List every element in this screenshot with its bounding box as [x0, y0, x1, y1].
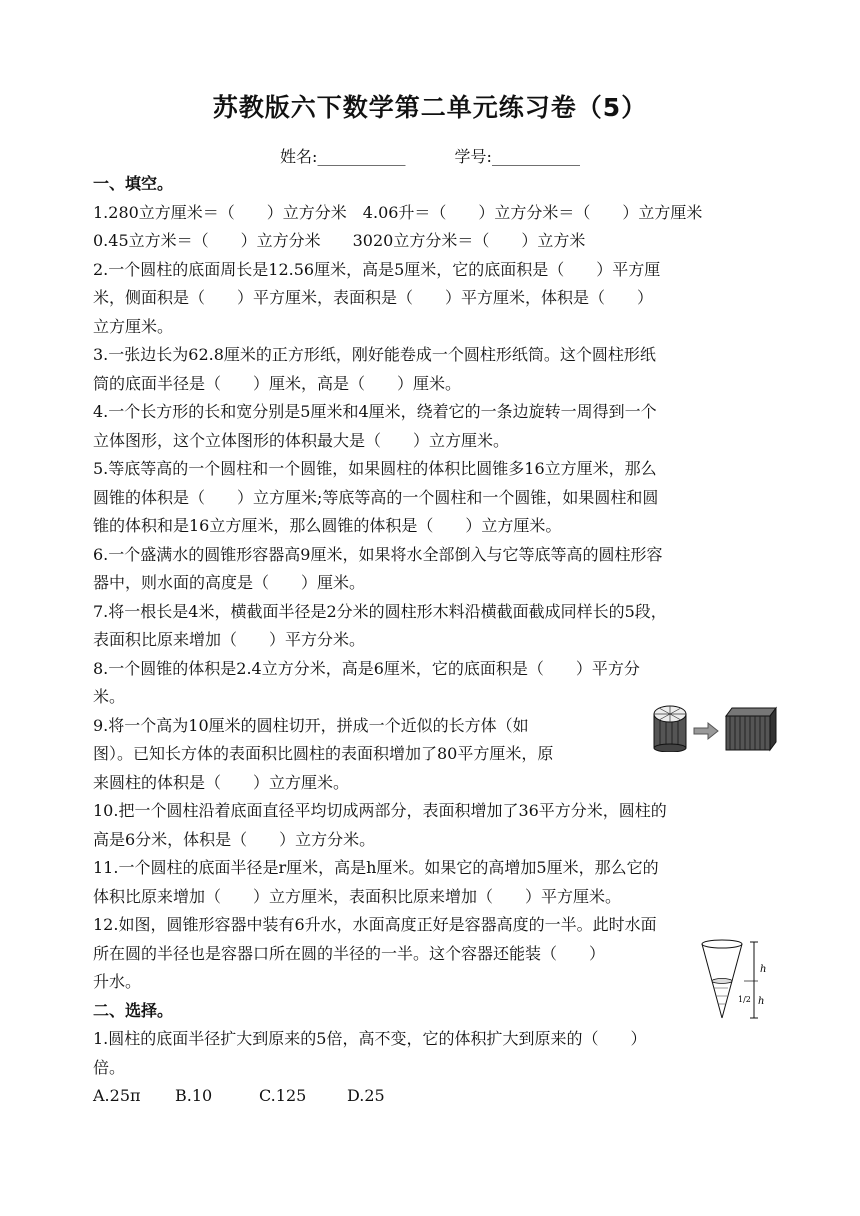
- cuboid-shape: [726, 708, 776, 750]
- worksheet-content: [93, 170, 773, 1111]
- question-line: 锥的体积和是16立方厘米，那么圆锥的体积是（ ）立方厘米。: [93, 516, 562, 535]
- question-line: 4.一个长方形的长和宽分别是5厘米和4厘米，绕着它的一条边旋转一周得到一个: [93, 402, 657, 421]
- question-line: 立体图形，这个立体图形的体积最大是（ ）立方厘米。: [93, 430, 510, 450]
- student-info: [0, 144, 860, 167]
- question-line: 倍。: [93, 1057, 126, 1077]
- question-line: 6.一个盛满水的圆锥形容器高9厘米，如果将水全部倒入与它等底等高的圆柱形容: [93, 544, 663, 564]
- cylinder-shape: [654, 706, 686, 752]
- question-line: 7.将一根长是4米，横截面半径是2分米的圆柱形木料沿横截面截成同样长的5段，: [93, 601, 667, 621]
- question-line: 0.45立方米＝（ ）立方分米 3020立方分米＝（ ）立方米: [93, 231, 586, 250]
- half-label: 1/2: [738, 995, 751, 1004]
- section-heading-choice: 二、选择。: [93, 1000, 174, 1020]
- question-line: 高是6分米，体积是（ ）立方分米。: [93, 829, 376, 849]
- question-line: 图）。已知长方体的表面积比圆柱的表面积增加了80平方厘米，原: [93, 744, 554, 763]
- question-line: 5.等底等高的一个圆柱和一个圆锥，如果圆柱的体积比圆锥多16立方厘米，那么: [93, 459, 657, 478]
- option-c[interactable]: C.125: [259, 1086, 307, 1105]
- choice-options: [93, 1082, 773, 1111]
- question-line: 1.圆柱的底面半径扩大到原来的5倍，高不变，它的体积扩大到原来的（ ）: [93, 1029, 647, 1048]
- question-line: 立方厘米。: [93, 316, 174, 336]
- question-line: 体积比原来增加（ ）立方厘米，表面积比原来增加（ ）平方厘米。: [93, 886, 622, 906]
- question-line: 米。: [93, 687, 126, 706]
- question-line: 器中，则水面的高度是（ ）厘米。: [93, 573, 366, 592]
- question-line: 10.把一个圆柱沿着底面直径平均切成两部分，表面积增加了36平方分米，圆柱的: [93, 801, 667, 820]
- question-line: 8.一个圆锥的体积是2.4立方分米，高是6厘米，它的底面积是（ ）平方分: [93, 658, 640, 678]
- number-field[interactable]: 学号:___________: [454, 147, 580, 166]
- option-a[interactable]: A.25π: [93, 1086, 141, 1105]
- section-heading-fill: 一、填空。: [93, 174, 174, 193]
- question-line: 12.如图，圆锥形容器中装有6升水，水面高度正好是容器高度的一半。此时水面: [93, 915, 657, 934]
- question-line: 11.一个圆柱的底面半径是r厘米，高是h厘米。如果它的高增加5厘米，那么它的: [93, 858, 659, 877]
- height-label: h: [760, 964, 767, 975]
- cone-container-figure: [700, 938, 770, 1022]
- option-b[interactable]: B.10: [175, 1086, 213, 1105]
- name-field[interactable]: 姓名:___________: [280, 147, 406, 166]
- question-line: 来圆柱的体积是（ ）立方厘米。: [93, 772, 350, 792]
- question-line: 米，侧面积是（ ）平方厘米，表面积是（ ）平方厘米，体积是（ ）: [93, 288, 654, 307]
- question-line: 表面积比原来增加（ ）平方分米。: [93, 630, 366, 649]
- question-line: 9.将一个高为10厘米的圆柱切开，拼成一个近似的长方体（如: [93, 715, 529, 735]
- question-line: 3.一张边长为62.8厘米的正方形纸，刚好能卷成一个圆柱形纸筒。这个圆柱形纸: [93, 345, 656, 364]
- question-line: 1.280立方厘米＝（ ）立方分米 4.06升＝（ ）立方分米＝（ ）立方厘米: [93, 202, 703, 222]
- question-line: 所在圆的半径也是容器口所在圆的半径的一半。这个容器还能装（ ）: [93, 943, 606, 963]
- arrow-icon: [694, 723, 718, 739]
- question-line: 升水。: [93, 972, 142, 991]
- option-d[interactable]: D.25: [347, 1086, 385, 1105]
- question-line: 圆锥的体积是（ ）立方厘米;等底等高的一个圆柱和一个圆锥，如果圆柱和圆: [93, 487, 659, 507]
- question-line: 2.一个圆柱的底面周长是12.56厘米，高是5厘米，它的底面积是（ ）平方厘: [93, 259, 661, 279]
- height-label-lower: h: [758, 996, 765, 1007]
- page-title: 苏教版六下数学第二单元练习卷（5）: [212, 93, 648, 122]
- cylinder-to-cuboid-figure: [652, 704, 778, 752]
- question-line: 筒的底面半径是（ ）厘米，高是（ ）厘米。: [93, 373, 462, 393]
